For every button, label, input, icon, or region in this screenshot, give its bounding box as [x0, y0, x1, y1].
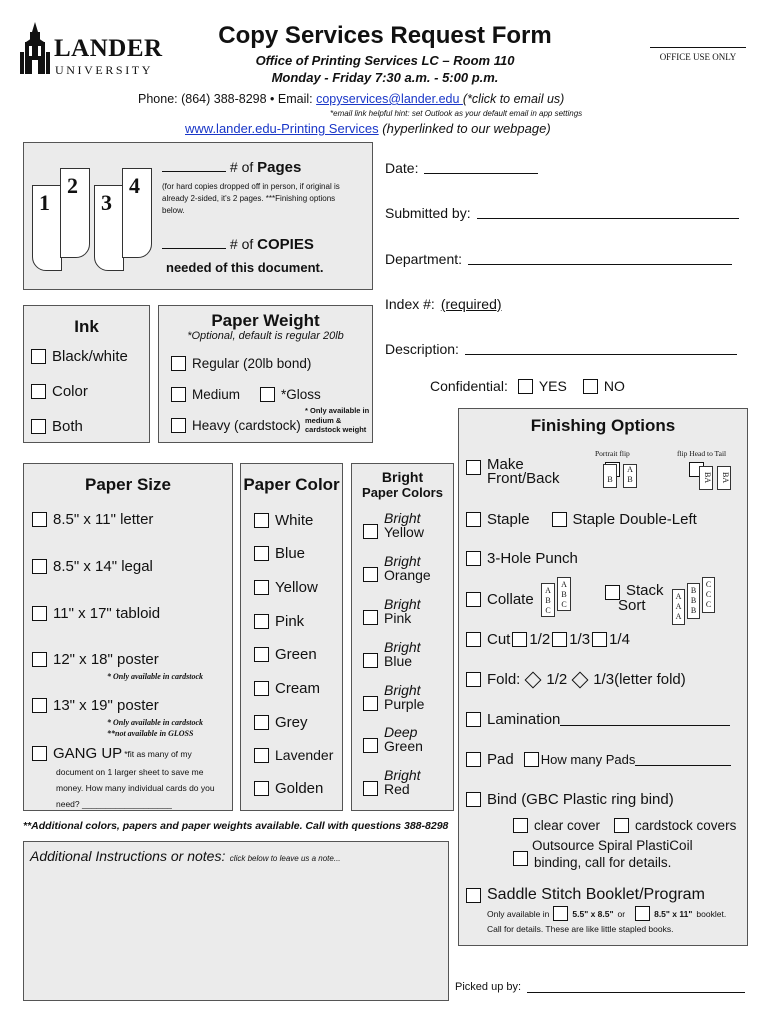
cut-quarter-checkbox[interactable]	[592, 632, 607, 647]
portrait-flip-label: Portrait flip	[595, 449, 630, 458]
size-letter-checkbox[interactable]	[32, 512, 47, 527]
ink-option: Black/white	[31, 348, 128, 365]
saddle-call-note: Call for details. These are like little stapled books.	[487, 924, 674, 934]
paper-weight-title: Paper Weight	[211, 311, 320, 330]
size-option: 8.5" x 11" letter	[32, 511, 153, 528]
website-link[interactable]: www.lander.edu-Printing Services	[185, 121, 379, 136]
staple-double-checkbox[interactable]	[552, 512, 567, 527]
office-hours: Monday - Friday 7:30 a.m. - 5:00 p.m.	[271, 70, 499, 85]
color-option: Cream	[254, 680, 320, 697]
head-tail-sheet-icon: BA	[699, 466, 713, 490]
submitted-row: Submitted by:	[385, 205, 739, 221]
contact-line	[138, 92, 564, 106]
gang-up-row: GANG UP *fit as many of my	[32, 745, 192, 762]
finishing-title: Finishing Options	[530, 416, 676, 435]
ink-color-checkbox[interactable]	[31, 384, 46, 399]
description-row: Description:	[385, 341, 737, 357]
deep-green-checkbox[interactable]	[363, 738, 378, 753]
finishing-box	[458, 408, 748, 946]
lamination-checkbox[interactable]	[466, 712, 481, 727]
office-info: Office of Printing Services LC – Room 110	[255, 53, 515, 68]
department-row: Department:	[385, 251, 732, 267]
cardstock-covers-checkbox[interactable]	[614, 818, 629, 833]
ink-box	[23, 305, 150, 443]
gang-up-checkbox[interactable]	[32, 746, 47, 761]
color-option: Green	[254, 646, 317, 663]
color-option: Blue	[254, 545, 305, 562]
portrait-flip-sheet-icon: A B	[623, 464, 637, 488]
color-blue-checkbox[interactable]	[254, 546, 269, 561]
outsource-row: binding, call for details.	[513, 849, 671, 870]
size-legal-checkbox[interactable]	[32, 559, 47, 574]
paper-color-title: Paper Color	[243, 475, 340, 494]
submitted-field[interactable]	[477, 207, 739, 219]
outsource-checkbox[interactable]	[513, 851, 528, 866]
front-back-checkbox[interactable]	[466, 460, 481, 475]
color-option: Yellow	[254, 579, 318, 596]
color-golden-checkbox[interactable]	[254, 781, 269, 796]
bright-pink-checkbox[interactable]	[363, 610, 378, 625]
collate-sheet-icon: A B C	[541, 583, 555, 617]
head-tail-label: flip Head to Tail	[677, 449, 727, 458]
date-row: Date:	[385, 160, 538, 176]
staple-row: Staple Staple Double-Left	[466, 511, 697, 528]
paper-color-box	[240, 463, 343, 811]
color-lavender-checkbox[interactable]	[254, 748, 269, 763]
confidential-row: Confidential: YES NO	[430, 378, 625, 394]
office-use-label: OFFICE USE ONLY	[659, 52, 737, 62]
bright-option: Bright Orange	[363, 554, 431, 582]
pages-box	[23, 142, 373, 290]
bright-option: Bright Purple	[363, 683, 424, 711]
saddle-stitch-row: Saddle Stitch Booklet/Program	[466, 886, 705, 904]
index-row: Index #: (required)	[385, 296, 502, 312]
how-many-pads-checkbox[interactable]	[524, 752, 539, 767]
collate-row: Collate	[466, 591, 534, 608]
size-13x19-checkbox[interactable]	[32, 698, 47, 713]
size-13x19-note-a: * Only available in cardstock	[107, 718, 203, 727]
collate-checkbox[interactable]	[466, 592, 481, 607]
outsource-line-1: Outsource Spiral PlastiCoil	[532, 838, 693, 853]
fold-third-diamond[interactable]	[572, 671, 589, 688]
page-card-4: 4	[122, 168, 152, 258]
weight-regular-row: Regular (20lb bond)	[171, 356, 311, 371]
fold-checkbox[interactable]	[466, 672, 481, 687]
bind-cover-row: clear cover cardstock covers	[513, 818, 736, 833]
notes-box[interactable]	[23, 841, 449, 1001]
paper-size-box	[23, 463, 233, 811]
color-pink-checkbox[interactable]	[254, 614, 269, 629]
paper-weight-box	[158, 305, 373, 443]
confidential-yes-checkbox[interactable]	[518, 379, 533, 394]
saddle-sizes-row: Only available in 5.5" x 8.5" or 8.5" x 11" booklet.	[487, 906, 726, 921]
saddle-stitch-checkbox[interactable]	[466, 888, 481, 903]
pages-note: (for hard copies dropped off in person, if original is already 2-sided, it's 2 pages. ***Finishing options below.	[162, 182, 340, 215]
bright-option: Bright Red	[363, 768, 421, 796]
bind-checkbox[interactable]	[466, 792, 481, 807]
logo-name: LANDER	[54, 35, 163, 62]
department-field[interactable]	[468, 253, 732, 265]
website-note: (hyperlinked to our webpage)	[382, 121, 551, 136]
paper-weight-note: *Optional, default is regular 20lb	[187, 330, 344, 342]
pads-count-field[interactable]	[635, 754, 731, 766]
picked-up-field[interactable]	[527, 977, 745, 993]
notes-hint: click below to leave us a note...	[229, 854, 341, 863]
pages-count-line: # of Pages	[162, 159, 301, 176]
size-option: 8.5" x 14" legal	[32, 558, 153, 575]
picked-up-row: Picked up by:	[455, 977, 745, 993]
size-option: 11" x 17" tabloid	[32, 605, 160, 622]
size-option: 12" x 18" poster	[32, 651, 159, 668]
gang-up-note: document on 1 larger sheet to save me money. How many individual cards do you need? ___________________	[56, 767, 215, 809]
portrait-flip-sheet-icon: B	[603, 464, 617, 488]
color-yellow-checkbox[interactable]	[254, 580, 269, 595]
color-option: Pink	[254, 613, 304, 630]
cut-half-checkbox[interactable]	[512, 632, 527, 647]
color-cream-checkbox[interactable]	[254, 681, 269, 696]
color-option: White	[254, 512, 313, 529]
saddle-size1-checkbox[interactable]	[553, 906, 568, 921]
page-card-3: 3	[94, 185, 124, 271]
copies-note: needed of this document.	[166, 260, 324, 275]
stack-sheet-icon: A A A	[672, 589, 685, 625]
color-white-checkbox[interactable]	[254, 513, 269, 528]
ink-option: Color	[31, 383, 88, 400]
hole-punch-row: 3-Hole Punch	[466, 550, 578, 567]
size-12x18-checkbox[interactable]	[32, 652, 47, 667]
bright-option: Bright Pink	[363, 597, 421, 625]
pages-count-field[interactable]	[162, 160, 226, 172]
size-13x19-note-b: **not available in GLOSS	[107, 729, 194, 738]
bright-option: Bright Blue	[363, 640, 421, 668]
pad-checkbox[interactable]	[466, 752, 481, 767]
color-option: Lavender	[254, 747, 333, 763]
bright-option: Deep Green	[363, 725, 423, 753]
bright-title-2: Paper Colors	[362, 485, 443, 500]
color-green-checkbox[interactable]	[254, 647, 269, 662]
bright-title-1: Bright	[381, 469, 424, 485]
weight-regular-checkbox[interactable]	[171, 356, 186, 371]
bright-blue-checkbox[interactable]	[363, 653, 378, 668]
weight-heavy-checkbox[interactable]	[171, 418, 186, 433]
copies-count-field[interactable]	[162, 237, 226, 249]
color-option: Grey	[254, 714, 308, 731]
email-note: (*click to email us)	[462, 92, 565, 106]
cut-row: Cut 1/2 1/3 1/4	[466, 631, 630, 648]
form-title: Copy Services Request Form	[218, 22, 552, 49]
description-field[interactable]	[465, 343, 737, 355]
page-card-2: 2	[60, 168, 90, 258]
clear-cover-checkbox[interactable]	[513, 818, 528, 833]
bright-option: Bright Yellow	[363, 511, 424, 539]
bright-colors-box	[351, 463, 454, 811]
phone-text: Phone: (864) 388-8298 • Email:	[138, 92, 317, 106]
ink-both-checkbox[interactable]	[31, 419, 46, 434]
bright-orange-checkbox[interactable]	[363, 567, 378, 582]
stack-sheet-icon: B B B	[687, 583, 700, 619]
cut-checkbox[interactable]	[466, 632, 481, 647]
head-tail-sheet-icon: BA	[717, 466, 731, 490]
logo-sub: UNIVERSITY	[55, 63, 153, 77]
bind-row: Bind (GBC Plastic ring bind)	[466, 791, 674, 808]
bright-red-checkbox[interactable]	[363, 781, 378, 796]
front-back-row: Make Front/Back	[466, 458, 560, 486]
weight-heavy-row: Heavy (cardstock)	[171, 418, 301, 433]
hole-punch-checkbox[interactable]	[466, 551, 481, 566]
email-link[interactable]: copyservices@lander.edu	[316, 92, 463, 106]
fold-row: Fold: 1/2 1/3(letter fold)	[466, 671, 686, 688]
bright-purple-checkbox[interactable]	[363, 696, 378, 711]
stack-sheet-icon: C C C	[702, 577, 715, 613]
lander-logo	[20, 22, 170, 77]
stack-sort-row: Stack Sort	[605, 583, 664, 613]
staple-checkbox[interactable]	[466, 512, 481, 527]
gloss-note: * Only available in medium & cardstock weight	[305, 406, 370, 434]
color-option: Golden	[254, 780, 323, 797]
saddle-size2-checkbox[interactable]	[635, 906, 650, 921]
ink-bw-checkbox[interactable]	[31, 349, 46, 364]
confidential-no-checkbox[interactable]	[583, 379, 598, 394]
pad-row: Pad How many Pads	[466, 751, 731, 768]
additional-colors-note: **Additional colors, papers and paper weights available. Call with questions 388-8298	[23, 820, 449, 832]
color-grey-checkbox[interactable]	[254, 715, 269, 730]
website-line	[185, 121, 551, 136]
collate-sheet-icon: A B C	[557, 577, 571, 611]
cut-third-checkbox[interactable]	[552, 632, 567, 647]
size-12x18-note: * Only available in cardstock	[107, 672, 203, 681]
copies-count-line: # of COPIES	[162, 236, 314, 253]
index-field[interactable]: (required)	[440, 296, 502, 312]
fold-half-diamond[interactable]	[525, 671, 542, 688]
weight-medium-checkbox[interactable]	[171, 387, 186, 402]
weight-medium-row: Medium *Gloss	[171, 387, 321, 402]
weight-gloss-checkbox[interactable]	[260, 387, 275, 402]
email-hint: *email link helpful hint: set Outlook as your default email in app settings	[330, 109, 583, 118]
date-field[interactable]	[424, 162, 538, 174]
lamination-field[interactable]	[560, 714, 730, 726]
notes-title: Additional Instructions or notes: click below to leave us a note...	[30, 848, 341, 864]
bright-yellow-checkbox[interactable]	[363, 524, 378, 539]
size-tabloid-checkbox[interactable]	[32, 606, 47, 621]
tower-icon	[20, 22, 50, 74]
size-option: 13" x 19" poster	[32, 697, 159, 714]
paper-size-title: Paper Size	[85, 475, 171, 494]
page-card-1: 1	[32, 185, 62, 271]
ink-option: Both	[31, 418, 83, 435]
lamination-row: Lamination	[466, 711, 730, 728]
ink-title: Ink	[74, 317, 99, 336]
